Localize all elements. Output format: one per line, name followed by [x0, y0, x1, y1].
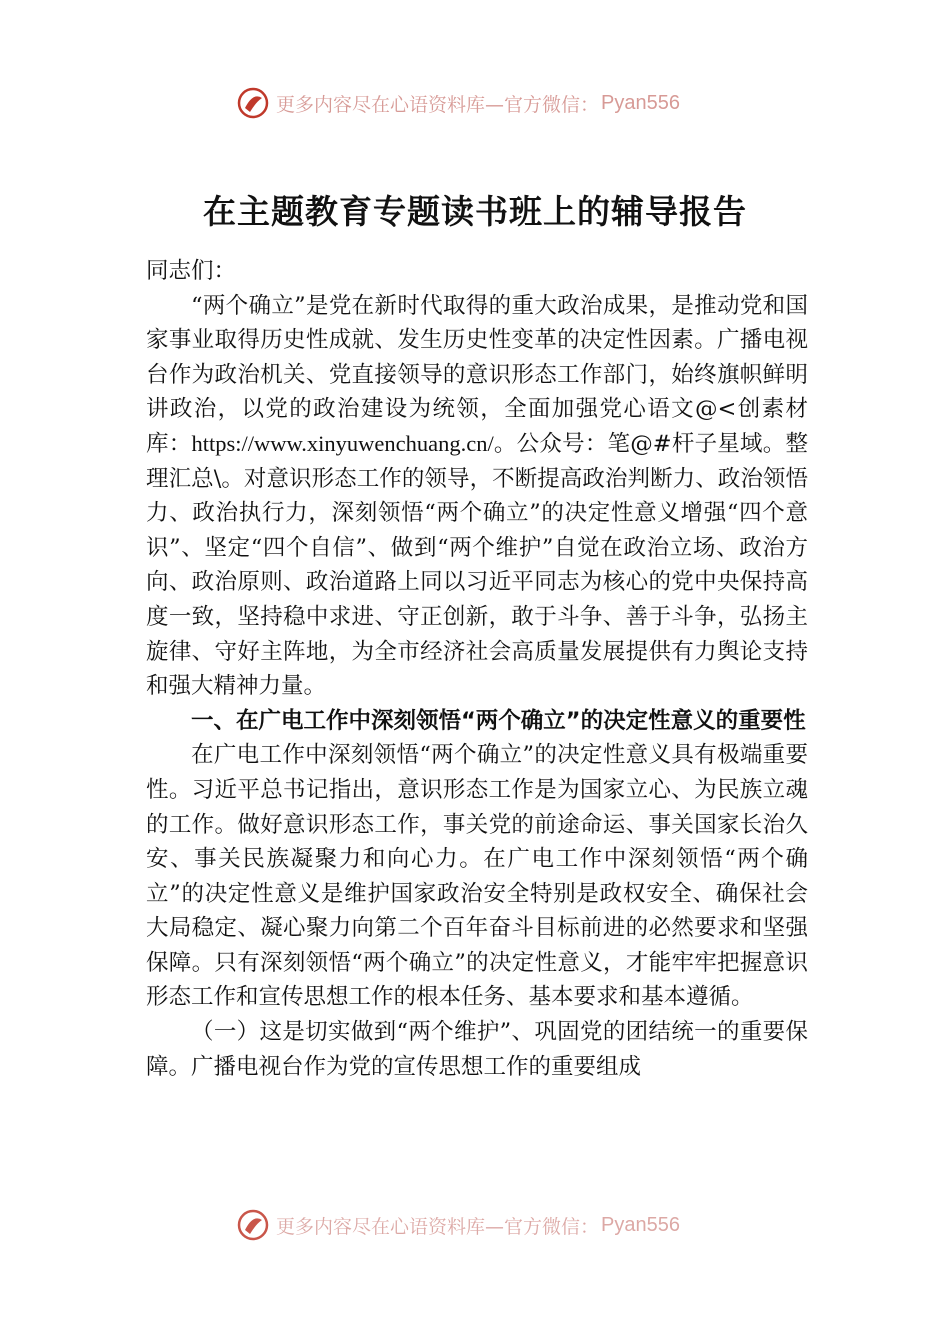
logo-icon — [236, 1208, 270, 1242]
document-body — [146, 254, 808, 1084]
watermark-text: 更多内容尽在心语资料库—官方微信： — [276, 1215, 600, 1238]
paragraph: 在广电工作中深刻领悟“两个确立”的决定性意义具有极端重要性。习近平总书记指出，意识形态工作是为国家立心、为民族立魂的工作。做好意识形态工作，事关党的前途命运、事关国家长治久安、事关民族凝聚力和向心力。在广电工作中深刻领悟“两个确立”的决定性意义是维护国家政治安全特别是政权安全、确保社会大局稳定、凝心聚力向第二个百年奋斗目标前进的必然要求和坚强保障。只有深刻领悟“两个确立”的决定性意义，才能牢牢把握意识形态工作和宣传思想工作的根本任务、基本要求和基本遵循。 — [146, 742, 808, 1011]
watermark-id: Pyan556 — [601, 91, 680, 114]
document-title: 在主题教育专题读书班上的辅导报告 — [203, 192, 747, 231]
paragraph-text: “两个确立”是党在新时代取得的重大政治成果，是推动党和国家事业取得历史性成就、发生历史性变革的决定性因素。广播电视台作为政治机关、党直接领导的意识形态工作部门，始终旗帜鲜明讲政治，以党的政治建设为统领，全面加强党心语文@<创素材库： — [146, 292, 808, 457]
salutation: 同志们： — [146, 258, 237, 284]
watermark-text: 更多内容尽在心语资料库—官方微信： — [276, 93, 600, 116]
paragraph: （一）这是切实做到“两个维护”、巩固党的团结统一的重要保障。广播电视台作为党的宣传思想工作的重要组成 — [146, 1019, 808, 1080]
header-watermark — [236, 86, 680, 120]
paragraph-text: 。公众号：笔@#杆子星域。整理汇总\。对意识形态工作的领导，不断提高政治判断力、政治领悟力、政治执行力，深刻领悟“两个确立”的决定性意义增强“四个意识”、坚定“四个自信”、做到“两个维护”自觉在政治立场、政治方向、政治原则、政治道路上同以习近平同志为核心的党中央保持高度一致，坚持稳中求进、守正创新，敢于斗争、善于斗争，弘扬主旋律、守好主阵地，为全市经济社会高质量发展提供有力舆论支持和强大精神力量。 — [146, 430, 808, 700]
logo-icon — [236, 86, 270, 120]
website-link[interactable]: https://www.xinyuwenchuang.cn/ — [191, 430, 494, 456]
section-heading: 一、在广电工作中深刻领悟“两个确立”的决定性意义的重要性 — [191, 707, 806, 734]
footer-watermark — [236, 1208, 680, 1242]
watermark-id: Pyan556 — [601, 1213, 680, 1236]
paragraph — [146, 289, 808, 704]
